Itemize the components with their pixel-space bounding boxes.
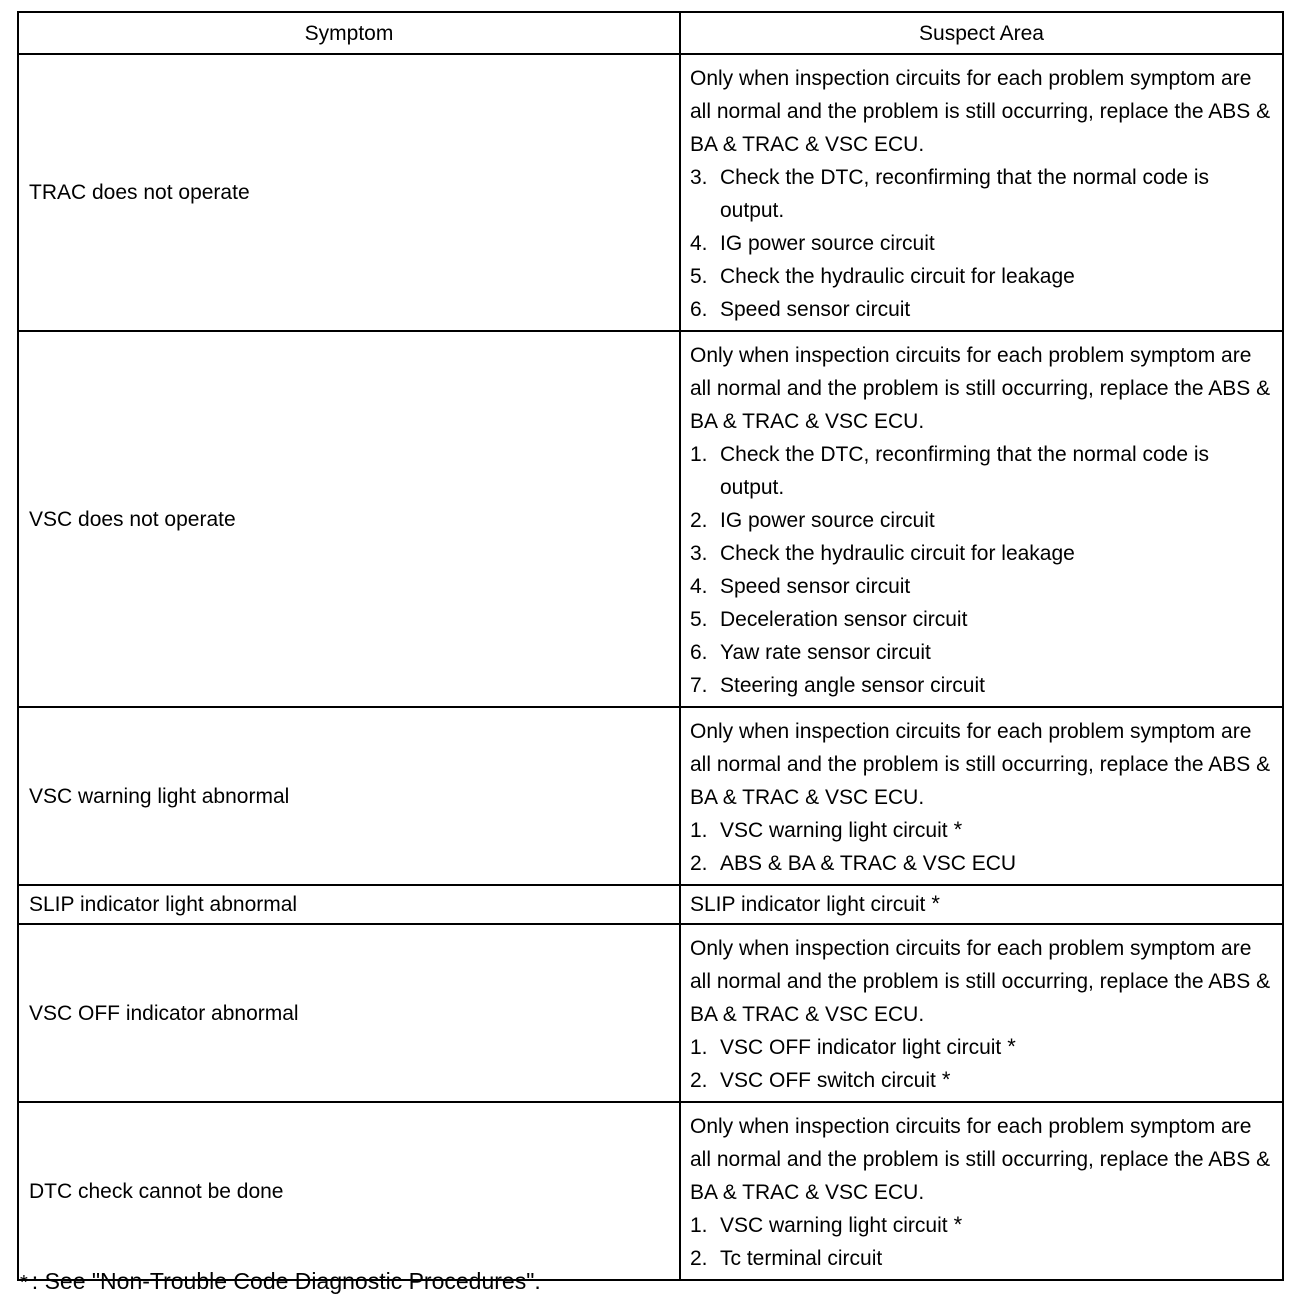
symptom-cell: TRAC does not operate [18,54,680,331]
header-row [18,12,1283,54]
suspect-area-cell [680,707,1283,885]
list-item-text-wrap [720,847,1274,880]
list-item [690,814,1274,847]
list-item-text: Check the DTC, reconfirming that the normal code is output. [720,166,1210,222]
suspect-area-cell [680,54,1283,331]
list-item-text-wrap [720,570,1274,603]
list-item-number: 2. [690,509,708,532]
list-item-number: 4. [690,232,708,255]
list-item-text: VSC warning light circuit [720,1214,948,1237]
list-item [690,1209,1274,1242]
list-item-number: 1. [690,443,708,466]
list-item [690,1031,1274,1064]
list-item-text: Check the hydraulic circuit for leakage [720,542,1075,565]
list-item-text-wrap [720,1242,1274,1275]
suspect-area-line [690,888,1274,921]
table-row [18,54,1283,331]
table-row [18,707,1283,885]
table-row [18,1102,1283,1280]
list-item-text-wrap [720,603,1274,636]
list-item-text: Tc terminal circuit [720,1247,883,1270]
list-item-text-wrap [720,537,1274,570]
replace-ecu-note: Only when inspection circuits for each problem symptom are all normal and the problem is still occurring, replace the ABS & BA & TRAC & VSC ECU. [690,67,1271,156]
list-item-number: 6. [690,298,708,321]
list-item-text-wrap [720,227,1274,260]
table-body [18,54,1283,1280]
list-item [690,260,1274,293]
list-item-text-wrap [720,1031,1274,1064]
table-row [18,924,1283,1102]
asterisk-icon: * [941,1067,951,1092]
footnote-star-icon: * [20,1272,28,1294]
list-item-text-wrap [720,814,1274,847]
symptom-cell: VSC does not operate [18,331,680,707]
list-item [690,504,1274,537]
list-item-text: VSC OFF indicator light circuit [720,1036,1002,1059]
list-item-number: 4. [690,575,708,598]
list-item-number: 1. [690,1036,708,1059]
list-item-text: VSC OFF switch circuit [720,1069,936,1092]
list-item-text-wrap [720,636,1274,669]
list-item-text-wrap [720,293,1274,326]
list-item-number: 6. [690,641,708,664]
list-item-text-wrap [720,669,1274,702]
list-item-text-wrap [720,438,1274,504]
list-item [690,847,1274,880]
list-item-text: Steering angle sensor circuit [720,674,985,697]
table-row [18,885,1283,924]
list-item [690,438,1274,504]
replace-ecu-note: Only when inspection circuits for each problem symptom are all normal and the problem is still occurring, replace the ABS & BA & TRAC & VSC ECU. [690,720,1271,809]
footnote [20,1264,541,1298]
list-item-text: Speed sensor circuit [720,298,911,321]
list-item-text-wrap [720,1209,1274,1242]
list-item [690,1242,1274,1275]
asterisk-icon: * [953,817,963,842]
list-item-text: Speed sensor circuit [720,575,911,598]
suspect-area-cell [680,885,1283,924]
symptom-cell: VSC warning light abnormal [18,707,680,885]
footnote-text: : See "Non-Trouble Code Diagnostic Procedures". [31,1268,541,1294]
list-item-text-wrap [720,161,1274,227]
replace-ecu-note: Only when inspection circuits for each problem symptom are all normal and the problem is still occurring, replace the ABS & BA & TRAC & VSC ECU. [690,1115,1271,1204]
list-item-number: 7. [690,674,708,697]
list-item-number: 5. [690,608,708,631]
list-item-text-wrap [720,504,1274,537]
asterisk-icon: * [931,891,940,916]
table-header [18,12,1283,54]
list-item [690,293,1274,326]
suspect-area-text: SLIP indicator light circuit [690,893,926,916]
replace-ecu-note: Only when inspection circuits for each problem symptom are all normal and the problem is still occurring, replace the ABS & BA & TRAC & VSC ECU. [690,344,1271,433]
symptom-cell: VSC OFF indicator abnormal [18,924,680,1102]
list-item-number: 5. [690,265,708,288]
list-item-number: 2. [690,1247,708,1270]
list-item-text-wrap [720,1064,1274,1097]
list-item [690,227,1274,260]
list-item-text-wrap [720,260,1274,293]
list-item-number: 2. [690,1069,708,1092]
header-symptom: Symptom [18,12,680,54]
list-item-text: IG power source circuit [720,232,935,255]
list-item-text: Deceleration sensor circuit [720,608,968,631]
list-item [690,1064,1274,1097]
list-item-text: ABS & BA & TRAC & VSC ECU [720,852,1017,875]
list-item-text: Yaw rate sensor circuit [720,641,931,664]
list-item [690,669,1274,702]
table-row [18,331,1283,707]
list-item-text: Check the DTC, reconfirming that the normal code is output. [720,443,1210,499]
list-item-number: 3. [690,166,708,189]
list-item [690,636,1274,669]
list-item [690,603,1274,636]
list-item-number: 2. [690,852,708,875]
symptom-cell: SLIP indicator light abnormal [18,885,680,924]
list-item-text: VSC warning light circuit [720,819,948,842]
list-item-number: 1. [690,1214,708,1237]
symptom-cell: DTC check cannot be done [18,1102,680,1280]
list-item-number: 3. [690,542,708,565]
list-item-text: IG power source circuit [720,509,935,532]
list-item-text: Check the hydraulic circuit for leakage [720,265,1075,288]
symptom-table [17,11,1284,1281]
list-item [690,161,1274,227]
replace-ecu-note: Only when inspection circuits for each problem symptom are all normal and the problem is still occurring, replace the ABS & BA & TRAC & VSC ECU. [690,937,1271,1026]
suspect-area-cell [680,924,1283,1102]
suspect-area-cell [680,1102,1283,1280]
list-item [690,537,1274,570]
list-item-number: 1. [690,819,708,842]
asterisk-icon: * [1007,1034,1016,1059]
suspect-area-cell [680,331,1283,707]
list-item [690,570,1274,603]
asterisk-icon: * [953,1212,963,1237]
header-suspect-area: Suspect Area [680,12,1283,54]
